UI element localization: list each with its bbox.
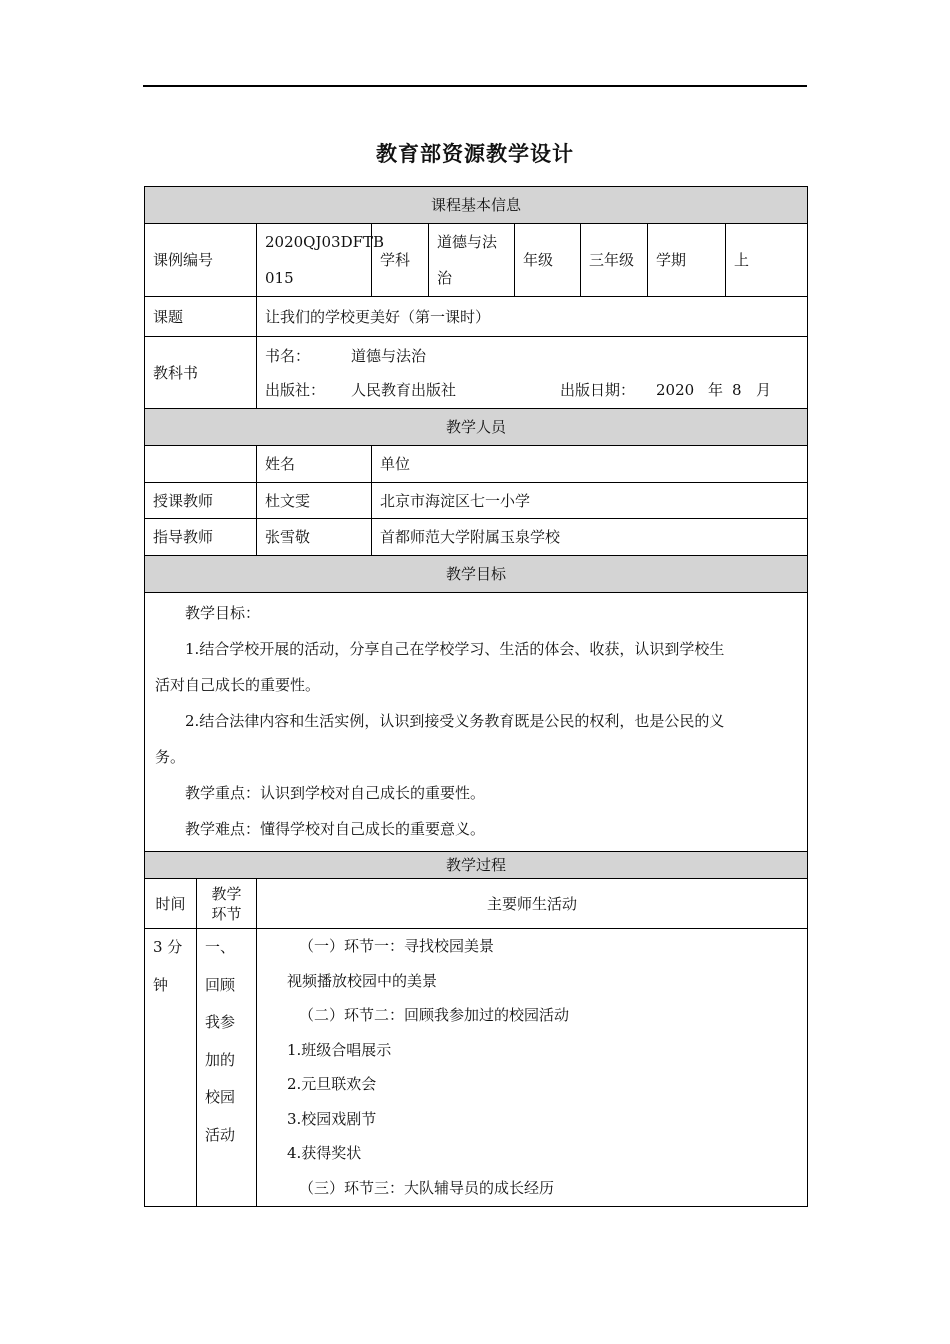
staff-role: 授课教师 xyxy=(145,483,257,519)
staff-unit: 首都师范大学附属玉泉学校 xyxy=(372,519,808,556)
process-time: 3 分 钟 xyxy=(145,929,197,1207)
activity-line: （二）环节二：回顾我参加过的校园活动 xyxy=(299,1006,570,1024)
term-label: 学期 xyxy=(648,224,726,297)
activity-line: 4.获得奖状 xyxy=(287,1144,362,1162)
textbook-info xyxy=(257,337,808,409)
process-col-time: 时间 xyxy=(145,879,197,929)
term-value: 上 xyxy=(726,224,808,297)
staff-unit: 北京市海淀区七一小学 xyxy=(372,483,808,519)
objectives-heading: 教学目标： xyxy=(185,604,261,622)
section-process: 教学过程 xyxy=(145,852,808,879)
process-col-stage: 教学 环节 xyxy=(197,879,257,929)
objective-item: 1.结合学校开展的活动，分享自己在学校学习、生活的体会、收获，认识到学校生 xyxy=(185,640,725,658)
subject-value: 道德与法 治 xyxy=(429,224,515,297)
topic-label: 课题 xyxy=(145,297,257,337)
case-no-value: 2020QJ03DFTB 015 xyxy=(257,224,372,297)
section-basic-info: 课程基本信息 xyxy=(145,187,808,224)
section-staff: 教学人员 xyxy=(145,409,808,446)
topic-value: 让我们的学校更美好（第一课时） xyxy=(257,297,808,337)
activity-line: 3.校园戏剧节 xyxy=(287,1109,377,1128)
staff-name: 张雪敬 xyxy=(257,519,372,556)
staff-header-unit: 单位 xyxy=(372,446,808,483)
textbook-label: 教科书 xyxy=(145,337,257,409)
process-activities xyxy=(257,929,808,1207)
activity-line: 1.班级合唱展示 xyxy=(287,1040,392,1059)
staff-header-blank xyxy=(145,446,257,483)
grade-label: 年级 xyxy=(515,224,581,297)
staff-name: 杜文雯 xyxy=(257,483,372,519)
staff-header-name: 姓名 xyxy=(257,446,372,483)
process-stage: 一、 回顾 我参 加的 校园 活动 xyxy=(197,929,257,1207)
activity-line: 视频播放校园中的美景 xyxy=(287,971,438,990)
publisher-line: 出版社： 人民教育出版社 出版日期： 2020 年 8 月 xyxy=(265,380,772,399)
grade-value: 三年级 xyxy=(581,224,648,297)
objective-item-continued: 活对自己成长的重要性。 xyxy=(155,676,321,694)
objective-item: 2.结合法律内容和生活实例，认识到接受义务教育既是公民的权利，也是公民的义 xyxy=(185,712,725,730)
process-col-activity: 主要师生活动 xyxy=(257,879,808,929)
activity-line: （一）环节一：寻找校园美景 xyxy=(299,937,495,955)
difficult-point: 教学难点：懂得学校对自己成长的重要意义。 xyxy=(185,820,486,838)
book-name-line: 书名： 道德与法治 xyxy=(265,346,427,365)
activity-line: 2.元旦联欢会 xyxy=(287,1075,377,1093)
doc-title: 教育部资源教学设计 xyxy=(376,141,574,166)
objective-item-continued: 务。 xyxy=(155,748,186,766)
header-rule xyxy=(143,85,807,87)
activity-line: （三）环节三：大队辅导员的成长经历 xyxy=(299,1178,555,1197)
subject-label: 学科 xyxy=(372,224,429,297)
section-objectives: 教学目标 xyxy=(145,556,808,593)
staff-role: 指导教师 xyxy=(145,519,257,556)
objectives-body xyxy=(145,593,808,852)
key-point: 教学重点：认识到学校对自己成长的重要性。 xyxy=(185,784,486,802)
lesson-design-table xyxy=(144,186,807,1207)
case-no-label: 课例编号 xyxy=(145,224,257,297)
